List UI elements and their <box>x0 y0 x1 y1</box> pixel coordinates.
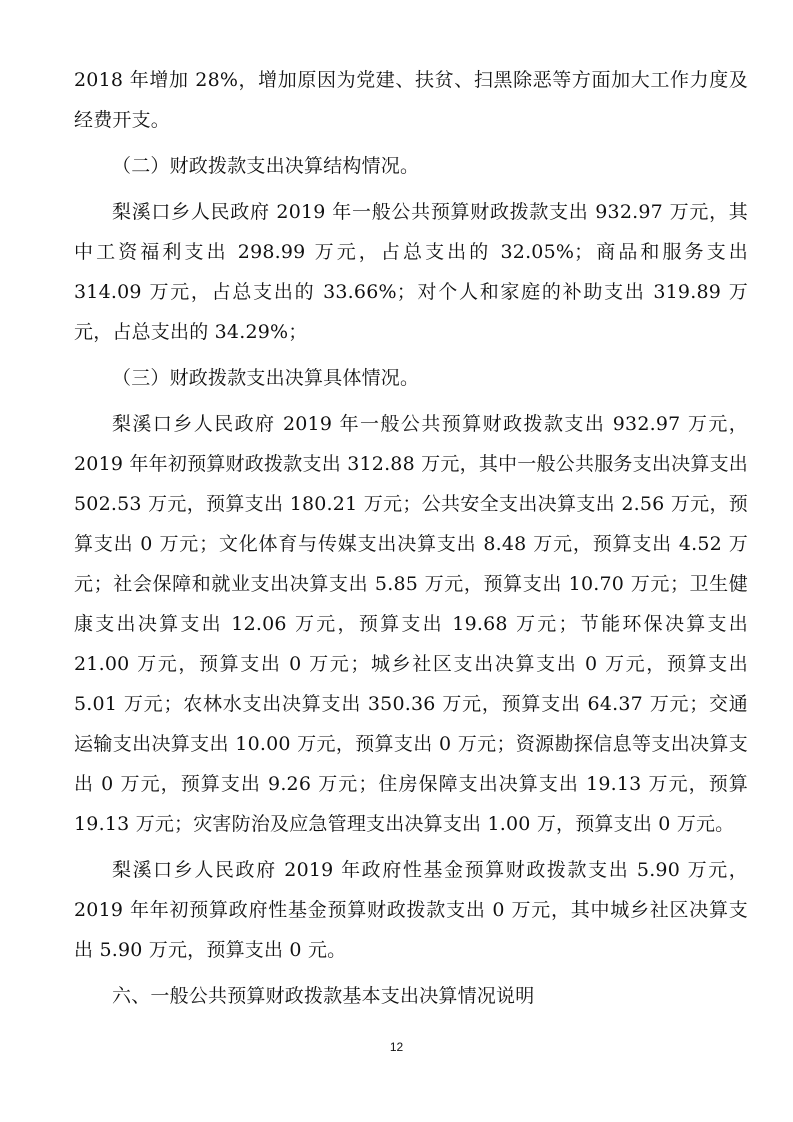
paragraph-details: 梨溪口乡人民政府 2019 年一般公共预算财政拨款支出 932.97 万元，2019 年年初预算财政拨款支出 312.88 万元，其中一般公共服务支出决算支出 502.53 万元，预算支出 180.21 万元；公共安全支出决算支出 2.56 万元，预算支出 0 万元；文化体育与传媒支出决算支出 8.48 万元，预算支出 4.52 万元；社会保障和就业支出决算支出 5.85 万元，预算支出 10.70 万元；卫生健康支出决算支出 12.06 万元，预算支出 19.68 万元；节能环保决算支出 21.00 万元，预算支出 0 万元；城乡社区支出决算支出 0 万元，预算支出 5.01 万元；农林水支出决算支出 350.36 万元，预算支出 64.37 万元；交通运输支出决算支出 10.00 万元，预算支出 0 万元；资源勘探信息等支出决算支出 0 万元，预算支出 9.26 万元；住房保障支出决算支出 19.13 万元，预算 19.13 万元；灾害防治及应急管理支出决算支出 1.00 万，预算支出 0 万元。 <box>74 413 748 835</box>
paragraph-government-fund: 梨溪口乡人民政府 2019 年政府性基金预算财政拨款支出 5.90 万元，2019 年年初预算政府性基金预算财政拨款支出 0 万元，其中城乡社区决算支出 5.90 万元，预算支出 0 元。 <box>74 859 748 961</box>
paragraph-continuation: 2018 年增加 28%，增加原因为党建、扶贫、扫黑除恶等方面加大工作力度及经费开支。 <box>74 69 748 131</box>
paragraph-structure: 梨溪口乡人民政府 2019 年一般公共预算财政拨款支出 932.97 万元，其中工资福利支出 298.99 万元，占总支出的 32.05%；商品和服务支出 314.09 万元，占总支出的 33.66%；对个人和家庭的补助支出 319.89 万元，占总支出的 34.29%； <box>74 201 748 343</box>
section-heading-structure: （二）财政拨款支出决算结构情况。 <box>112 155 420 177</box>
section-heading-details: （三）财政拨款支出决算具体情况。 <box>112 367 420 389</box>
section-heading-six: 六、一般公共预算财政拨款基本支出决算情况说明 <box>112 985 535 1007</box>
document-body <box>74 60 748 1022</box>
page-number: 12 <box>389 1040 404 1054</box>
